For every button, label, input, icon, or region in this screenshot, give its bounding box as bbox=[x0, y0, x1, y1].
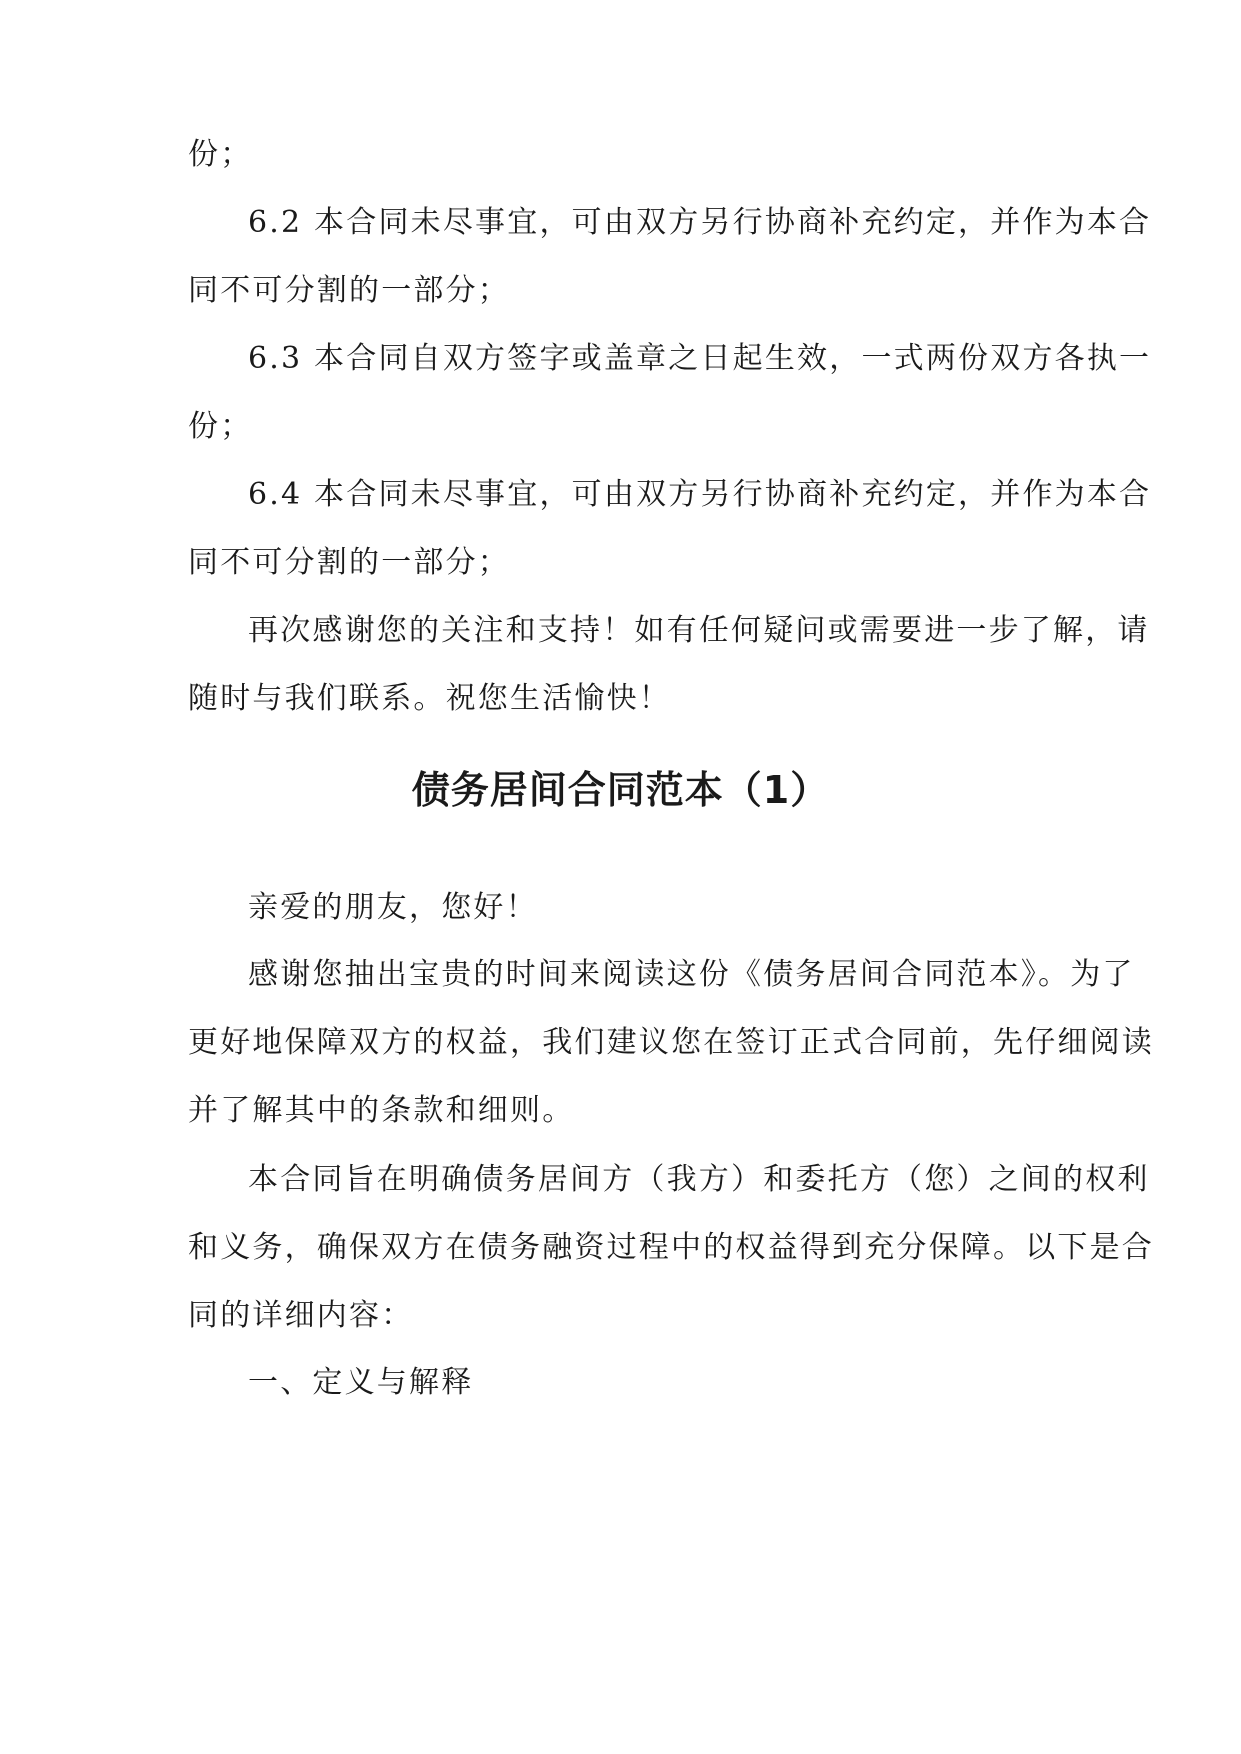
text-line: 和义务，确保双方在债务融资过程中的权益得到充分保障。以下是合 bbox=[188, 1230, 1154, 1265]
section-heading: 一、定义与解释 bbox=[248, 1365, 474, 1400]
purpose-paragraph: 本合同旨在明确债务居间方（我方）和委托方（您）之间的权利 bbox=[248, 1162, 1150, 1197]
intro-paragraph: 感谢您抽出宝贵的时间来阅读这份《债务居间合同范本》。为了 bbox=[248, 957, 1135, 992]
text-line: 同的详细内容： bbox=[188, 1298, 414, 1333]
clause-6-3: 6.3 本合同自双方签字或盖章之日起生效，一式两份双方各执一 bbox=[248, 341, 1152, 376]
text-line: 同不可分割的一部分； bbox=[188, 545, 510, 580]
clause-6-4: 6.4 本合同未尽事宜，可由双方另行协商补充约定，并作为本合 bbox=[248, 477, 1152, 512]
document-title: 债务居间合同范本（1） bbox=[411, 768, 830, 812]
text-line: 份； bbox=[188, 409, 253, 444]
text-line: 随时与我们联系。祝您生活愉快！ bbox=[188, 681, 671, 716]
clause-6-2: 6.2 本合同未尽事宜，可由双方另行协商补充约定，并作为本合 bbox=[248, 205, 1152, 240]
closing-paragraph: 再次感谢您的关注和支持！如有任何疑问或需要进一步了解，请 bbox=[248, 613, 1150, 648]
greeting: 亲爱的朋友，您好！ bbox=[248, 890, 538, 925]
text-line: 并了解其中的条款和细则。 bbox=[188, 1093, 575, 1128]
text-line: 更好地保障双方的权益，我们建议您在签订正式合同前，先仔细阅读 bbox=[188, 1025, 1154, 1060]
text-line: 份； bbox=[188, 137, 253, 172]
text-line: 同不可分割的一部分； bbox=[188, 273, 510, 308]
